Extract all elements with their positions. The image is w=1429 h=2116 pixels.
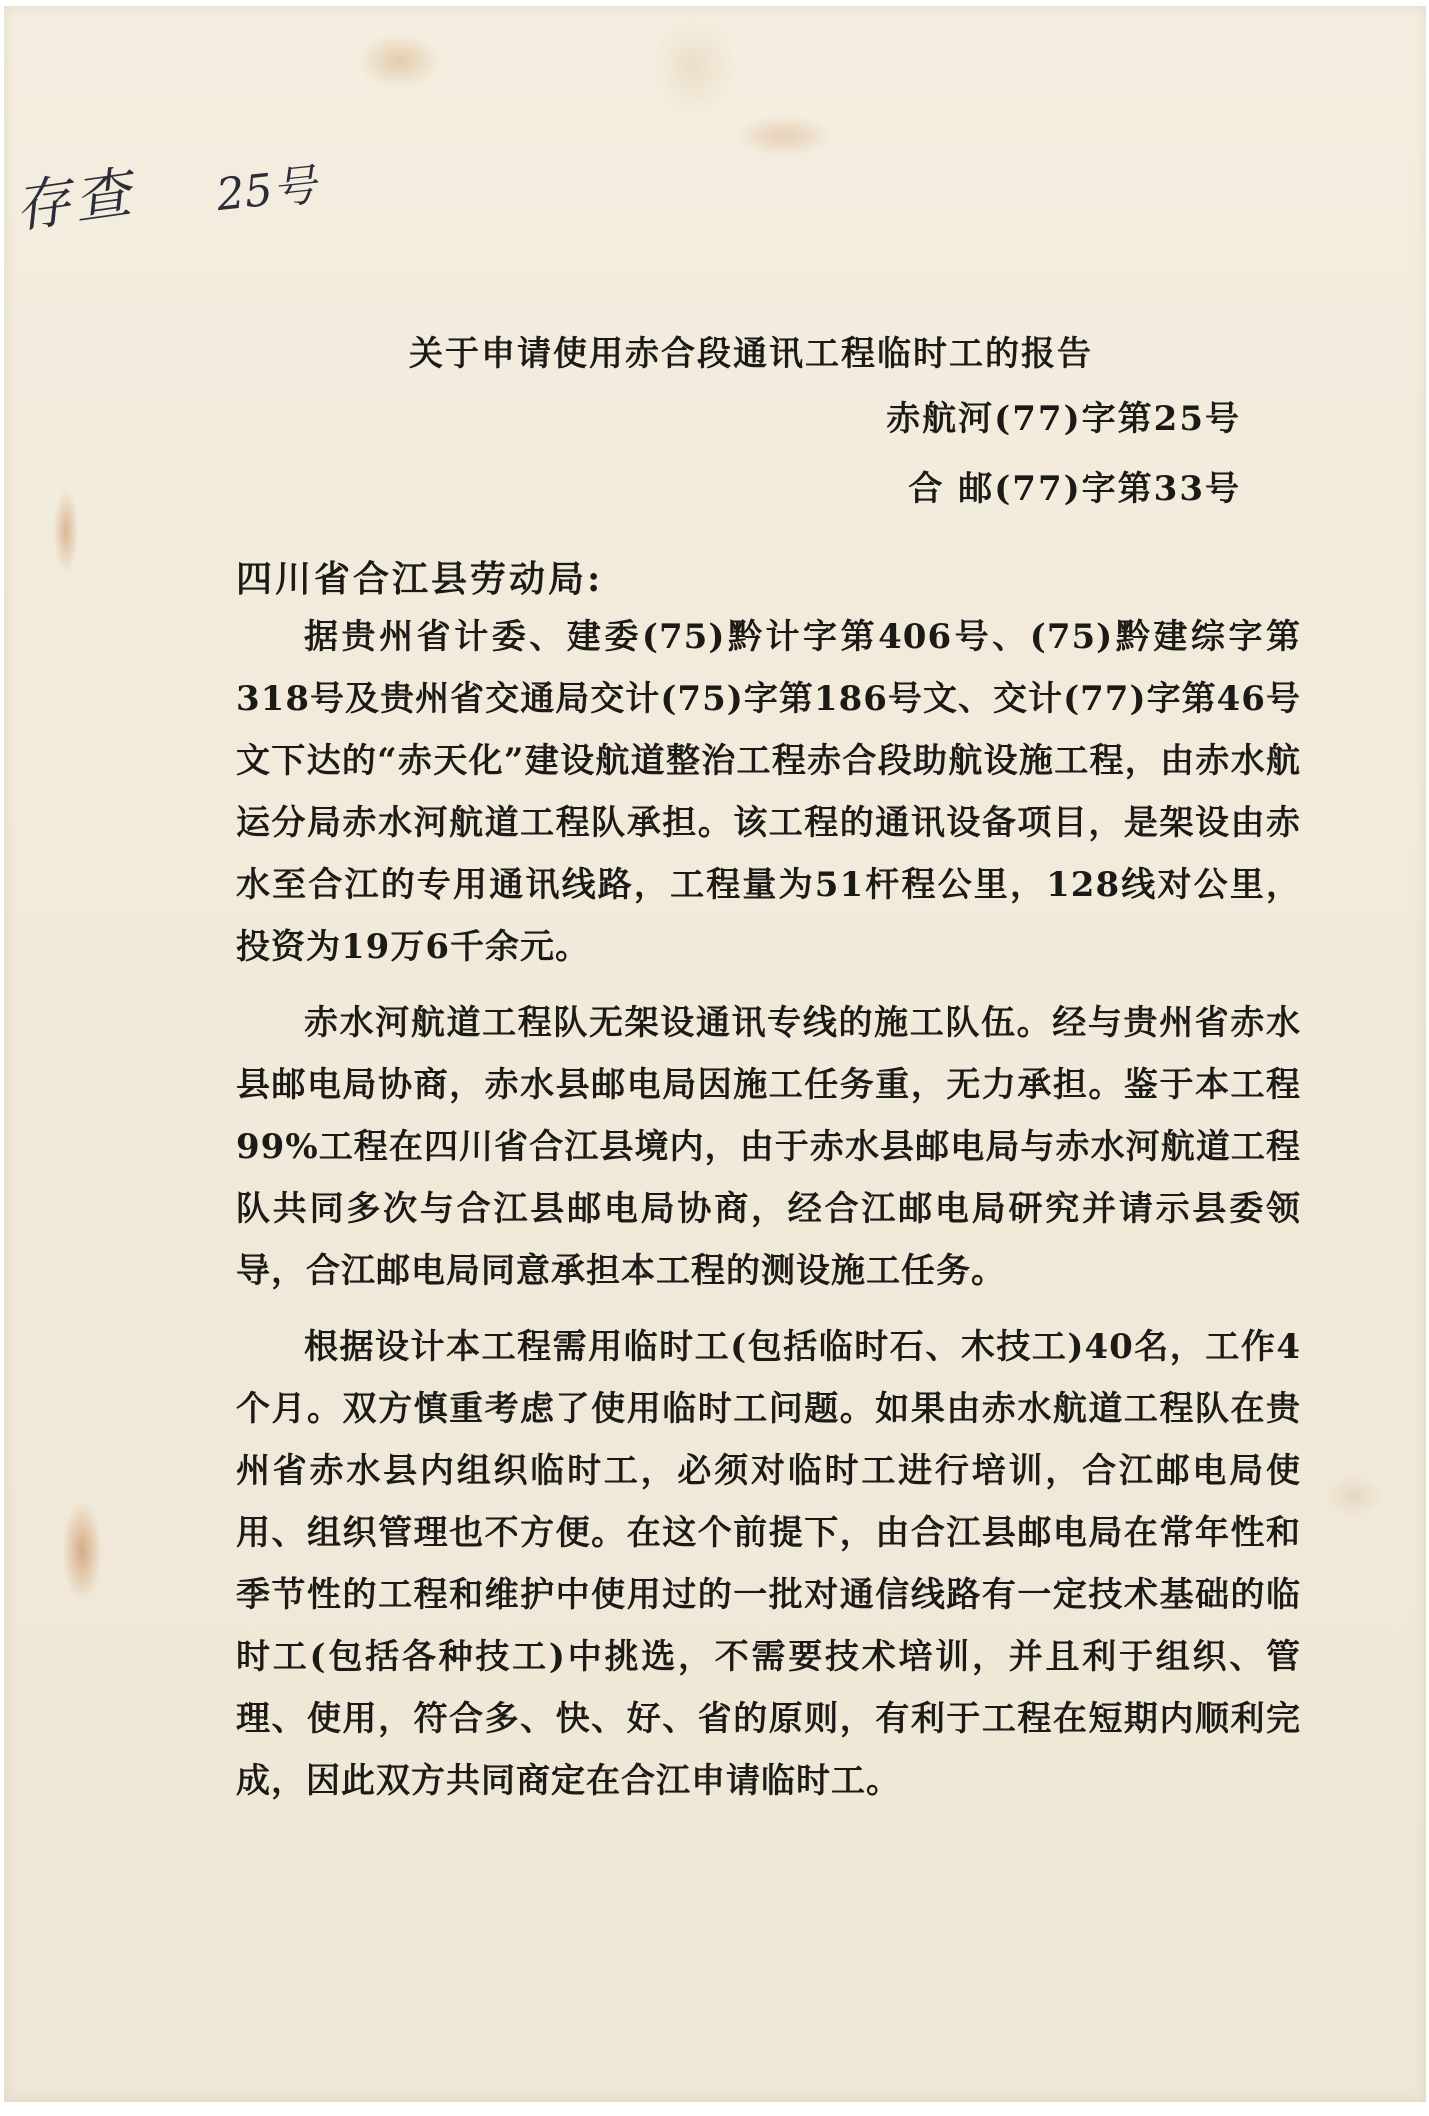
body-paragraph: 根据设计本工程需用临时工(包括临时石、木技工)40名，工作4个月。双方慎重考虑了使用临时工问题。如果由赤水航道工程队在贵州省赤水县内组织临时工，必须对临时工进行培训，合江邮电局使用、组织管理也不方便。在这个前提下，由合江县邮电局在常年性和季节性的工程和维护中使用过的一批对通信线路有一定技术基础的临时工(包括各种技工)中挑选，不需要技术培训，并且利于组织、管理、使用，符合多、快、好、省的原则，有利于工程在短期内顺利完成，因此双方共同商定在合江申请临时工。 [236, 1327, 1301, 1801]
body-paragraph: 赤水河航道工程队无架设通讯专线的施工队伍。经与贵州省赤水县邮电局协商，赤水县邮电局因施工任务重，无力承担。鉴于本工程99%工程在四川省合江县境内，由于赤水县邮电局与赤水河航道工程队共同多次与合江县邮电局协商，经合江邮电局研究并请示县委领导，合江邮电局同意承担本工程的测设施工任务。 [236, 1003, 1301, 1291]
handwritten-number: 25号 [214, 159, 319, 222]
document-title: 关于申请使用赤合段通讯工程临时工的报告 [409, 334, 1093, 374]
document-number-2: 合 邮(77)字第33号 [908, 469, 1241, 509]
body-paragraph: 据贵州省计委、建委(75)黔计字第406号、(75)黔建综字第318号及贵州省交通局交计(75)字第186号文、交计(77)字第46号文下达的“赤天化”建设航道整治工程赤合段助航设施工程，由赤水航运分局赤水河航道工程队承担。该工程的通讯设备项目，是架设由赤水至合江的专用通讯线路，工程量为51杆程公里，128线对公里，投资为19万6千余元。 [236, 617, 1301, 967]
scanned-document-page [4, 6, 1426, 2102]
addressee: 四川省合江县劳动局: [236, 558, 604, 600]
document-body [236, 606, 1301, 1826]
document-number-1: 赤航河(77)字第25号 [886, 399, 1241, 439]
handwritten-note: 存查 [10, 159, 139, 241]
